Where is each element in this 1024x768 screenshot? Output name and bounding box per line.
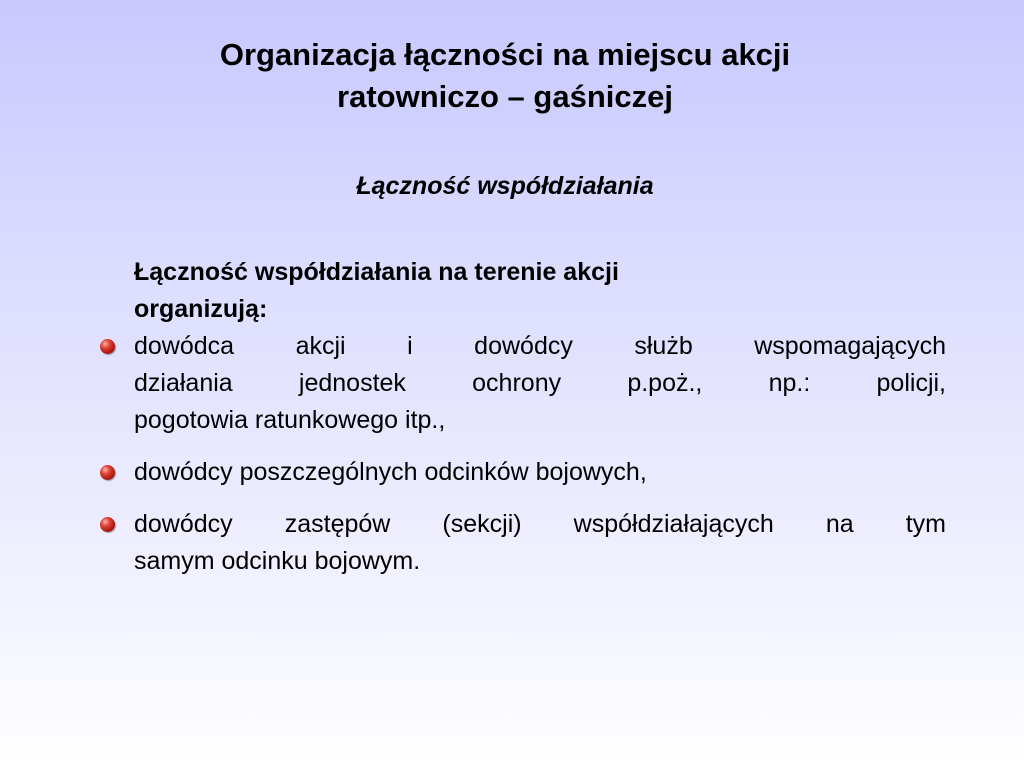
slide-content bbox=[96, 254, 946, 580]
red-sphere-bullet-icon bbox=[100, 517, 115, 532]
bullet-1-line-2: działania jednostek ochrony p.poż., np.: policji, bbox=[134, 369, 946, 397]
slide-subtitle: Łączność współdziałania bbox=[356, 172, 654, 200]
intro-line-1: Łączność współdziałania na terenie akcji bbox=[134, 258, 619, 286]
bullet-1-line-3: pogotowia ratunkowego itp., bbox=[134, 406, 446, 434]
bullet-1-line-1: dowódca akcji i dowódcy służb wspomagających bbox=[134, 332, 946, 360]
red-sphere-bullet-icon bbox=[100, 465, 115, 480]
red-sphere-bullet-icon bbox=[100, 339, 115, 354]
bullet-item bbox=[96, 328, 946, 439]
bullet-2-line-1: dowódcy poszczególnych odcinków bojowych, bbox=[134, 458, 647, 486]
intro-line-2: organizują: bbox=[134, 295, 268, 323]
title-line-1: Organizacja łączności na miejscu akcji bbox=[219, 37, 791, 72]
slide-title bbox=[100, 34, 910, 118]
bullet-item bbox=[96, 506, 946, 580]
bullet-item bbox=[96, 454, 946, 491]
bullet-3-line-2: samym odcinku bojowym. bbox=[134, 547, 421, 575]
bullet-3-line-1: dowódcy zastępów (sekcji) współdziałających na tym bbox=[134, 510, 946, 538]
title-line-2: ratowniczo – gaśniczej bbox=[337, 79, 673, 114]
intro-text bbox=[134, 254, 834, 328]
bullet-list bbox=[96, 328, 946, 580]
